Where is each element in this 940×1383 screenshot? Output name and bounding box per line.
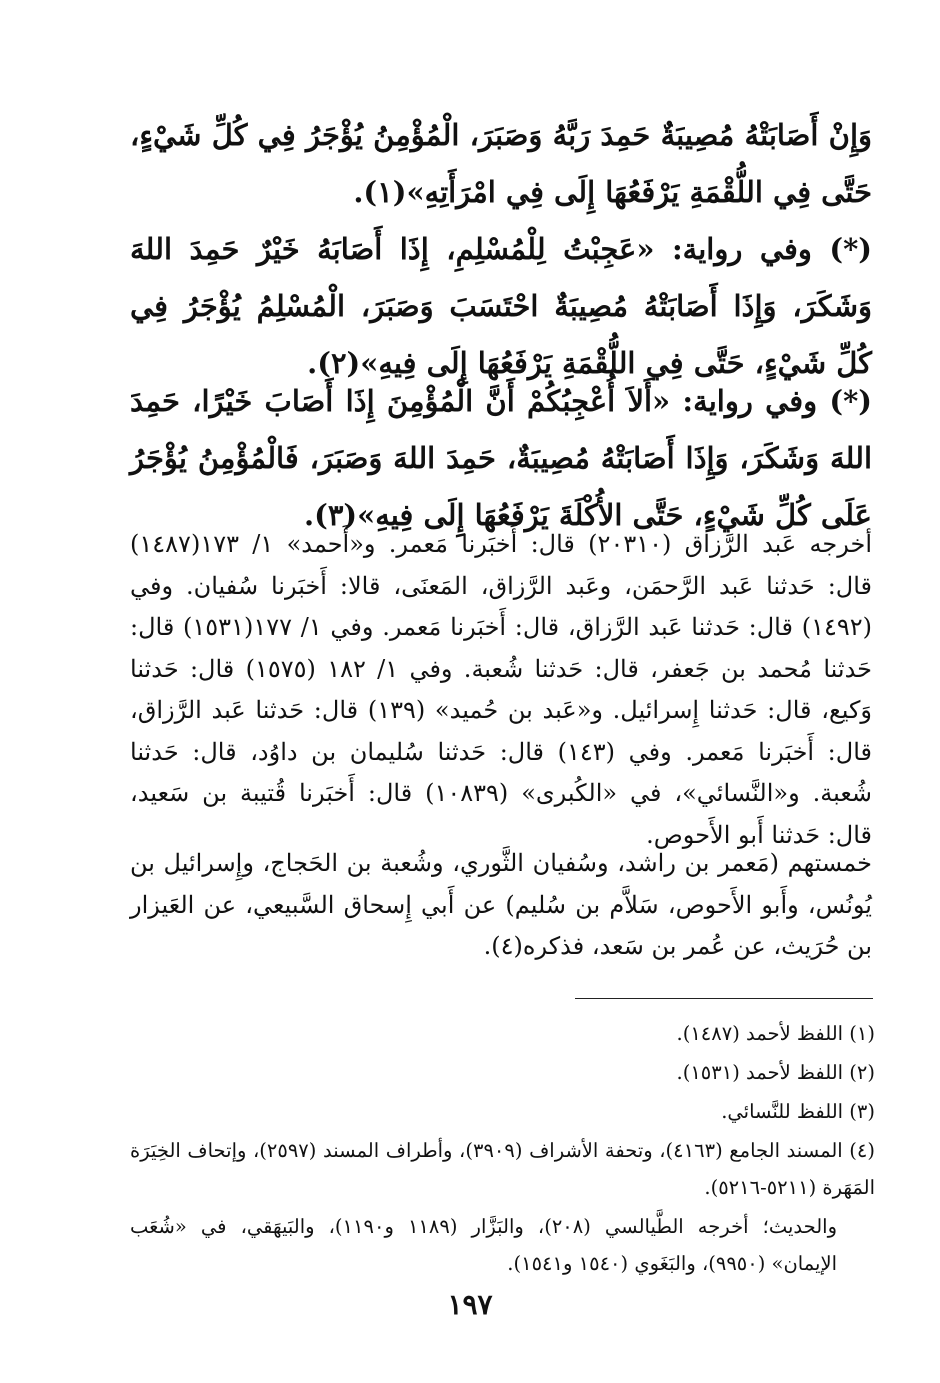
riwaya-text-1: (*) وفي رواية: «عَجِبْتُ لِلْمُسْلِمِ، إِذَا أَصَابَهُ خَيْرٌ حَمِدَ اللهَ وَشَكَرَ، وَإِذَا أَصَابَتْهُ مُصِيبَةٌ احْتَسَبَ وَصَبَرَ، الْمُسْلِمُ يُؤْجَرُ فِي كُلِّ شَيْءٍ، حَتَّى فِي اللُّقْمَةِ يَرْفَعُهَا إِلَى فِيهِ»(٢). [130,232,872,380]
footnote-1: (١) اللفظ لأحمد (١٤٨٧). [676,1022,875,1045]
footnote-3: (٣) اللفظ للنَّسائي. [721,1100,875,1123]
footnote-separator [575,998,873,999]
riwaya-paragraph-2 [130,373,872,544]
takhrij-text: أخرجه عَبد الرَّزاق (٢٠٣١٠) قال: أَخبَرنا مَعمر. و«أَحمد» ١/ ١٧٣(١٤٨٧) قال: حَدثنا عَبد الرَّحمَن، وعَبد الرَّزاق، المَعنَى، قالا: أَخبَرنا سُفيان. وفي (١٤٩٢) قال: حَدثنا عَبد الرَّزاق، قال: أَخبَرنا مَعمر. وفي ١/ ١٧٧(١٥٣١) قال: حَدثنا مُحمد بن جَعفر، قال: حَدثنا شُعبة. وفي ١/ ١٨٢ (١٥٧٥) قال: حَدثنا وَكيع، قال: حَدثنا إِسرائيل. و«عَبد بن حُميد» (١٣٩) قال: حَدثنا عَبد الرَّزاق، قال: أَخبَرنا مَعمر. وفي (١٤٣) قال: حَدثنا سُليمان بن داوُد، قال: حَدثنا شُعبة. و«النَّسائي»، في «الكُبرى» (١٠٨٣٩) قال: أَخبَرنا قُتيبة بن سَعيد، قال: حَدثنا أَبو الأَحوص. [130,530,873,849]
hadith-text-1: وَإِنْ أَصَابَتْهُ مُصِيبَةٌ حَمِدَ رَبَّهُ وَصَبَرَ، الْمُؤْمِنُ يُؤْجَرُ فِي كُلِّ شَيْءٍ، حَتَّى فِي اللُّقْمَةِ يَرْفَعُهَا إِلَى فِي امْرَأَتِهِ»(١). [130,118,872,209]
riwaya-paragraph-1 [130,221,872,392]
hadith-continuation [130,107,872,221]
footnote-4-continuation: والحديث؛ أخرجه الطَّيالسي (٢٠٨)، والبَزَّار (١١٨٩ و١١٩٠)، والبَيهَقي، في «شُعَب الإيمان» (٩٩٥٠)، والبَغَوي (١٥٤٠ و١٥٤١). [130,1215,837,1275]
isnad-summary-text: خمستهم (مَعمر بن راشد، وسُفيان الثَّوري، وشُعبة بن الحَجاج، وإِسرائيل بن يُونُس، وأَبو الأَحوص، سَلاَّم بن سُليم) عن أَبي إِسحاق السَّبيعي، عن العَيزار بن حُرَيث، عن عُمر بن سَعد، فذكره(٤). [130,849,872,960]
page-number: ١٩٧ [447,1288,493,1321]
footnote-2: (٢) اللفظ لأحمد (١٥٣١). [676,1061,875,1084]
riwaya-text-2: (*) وفي رواية: «أَلاَ أُعْجِبُكُمْ أَنَّ الْمُؤْمِنَ إِذَا أَصَابَ خَيْرًا، حَمِدَ اللهَ وَشَكَرَ، وَإِذَا أَصَابَتْهُ مُصِيبَةٌ، حَمِدَ اللهَ وَصَبَرَ، فَالْمُؤْمِنُ يُؤْجَرُ عَلَى كُلِّ شَيْءٍ، حَتَّى الأُكْلَةَ يَرْفَعُهَا إِلَى فِيهِ»(٣). [130,384,872,532]
footnotes-section [130,1015,875,1284]
footnote-4: (٤) المسند الجامع (٤١٦٣)، وتحفة الأشراف (٣٩٠٩)، وأطراف المسند (٢٥٩٧)، وإتحاف الخِيَرَة المَهَرة (٥٢١١-٥٢١٦). [130,1139,876,1199]
takhrij-paragraph [130,524,872,856]
isnad-summary-paragraph [130,843,872,968]
